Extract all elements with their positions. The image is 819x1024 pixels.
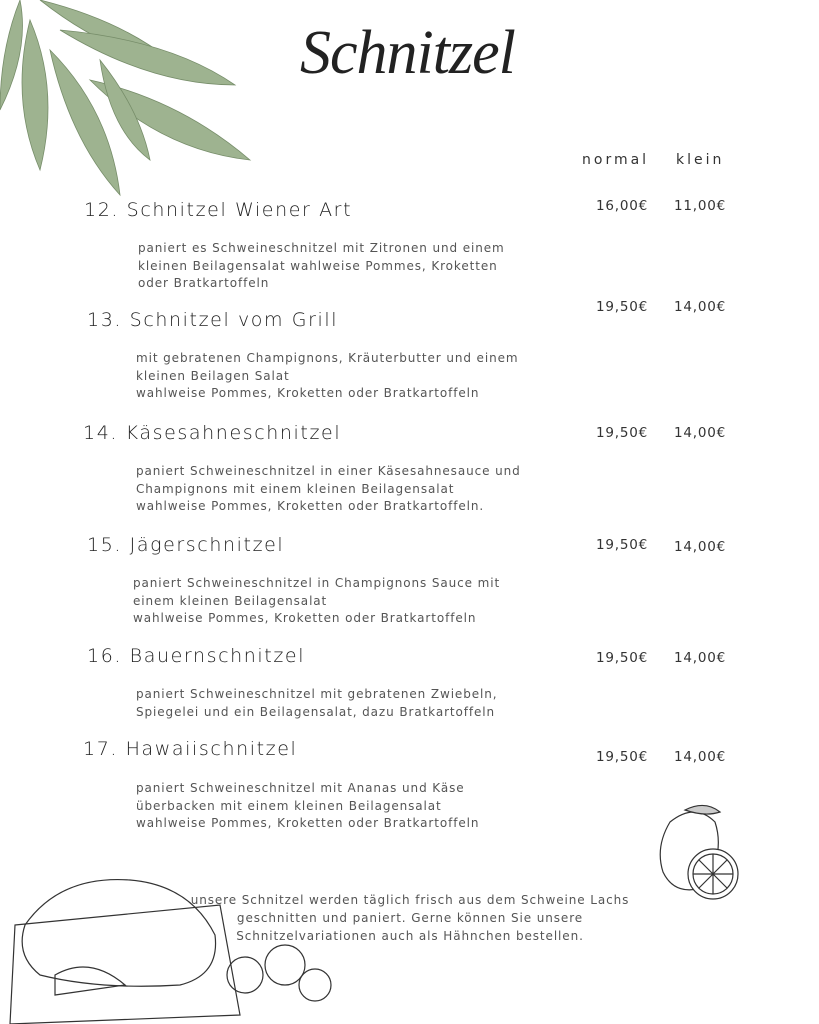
price-small: 14,00€ [673, 650, 726, 666]
price-normal: 19,50€ [595, 749, 648, 765]
description-line: überbacken mit einem kleinen Beilagensalat [136, 798, 442, 813]
price-small: 14,00€ [673, 425, 726, 441]
page-title: Schnitzel [300, 19, 515, 87]
menu-item-title: 17. Hawaiischnitzel [83, 738, 298, 760]
description-line: paniert es Schweineschnitzel mit Zitronen und einem [138, 241, 505, 255]
menu-item-description [136, 350, 518, 403]
description-line: oder Bratkartoffeln [138, 276, 270, 291]
description-line: paniert Schweineschnitzel in Champignons Sauce mit [133, 576, 501, 590]
leaves-decoration-icon [0, 0, 260, 200]
price-small: 14,00€ [673, 299, 726, 315]
price-normal: 19,50€ [595, 299, 648, 315]
description-line: wahlweise Pommes, Kroketten oder Bratkartoffeln [136, 386, 480, 401]
menu-item-description [136, 463, 521, 516]
description-line: wahlweise Pommes, Kroketten oder Bratkartoffeln [136, 816, 480, 831]
description-line: wahlweise Pommes, Kroketten oder Bratkartoffeln [133, 611, 477, 626]
menu-item-description [133, 575, 500, 628]
price-small: 11,00€ [673, 198, 726, 214]
column-header-small: klein [676, 152, 725, 168]
description-line: paniert Schweineschnitzel mit gebratenen Zwiebeln, [136, 687, 498, 701]
menu-item-title: 15. Jägerschnitzel [87, 534, 285, 556]
description-line: kleinen Beilagensalat wahlweise Pommes, Kroketten [138, 258, 498, 273]
description-line: paniert Schweineschnitzel mit Ananas und Käse [136, 781, 465, 795]
lemon-illustration-icon [655, 802, 745, 902]
description-line: kleinen Beilagen Salat [136, 368, 290, 383]
menu-item-description [138, 240, 505, 293]
description-line: paniert Schweineschnitzel in einer Käsesahnesauce und [136, 464, 521, 478]
price-small: 14,00€ [673, 749, 726, 765]
menu-item-title: 12. Schnitzel Wiener Art [84, 199, 353, 221]
price-normal: 19,50€ [595, 425, 648, 441]
price-normal: 19,50€ [595, 650, 648, 666]
menu-item-title: 14. Käsesahneschnitzel [83, 422, 342, 444]
menu-item-description [136, 686, 497, 721]
menu-item-title: 16. Bauernschnitzel [87, 645, 306, 667]
price-normal: 19,50€ [595, 537, 648, 553]
description-line: einem kleinen Beilagensalat [133, 593, 328, 608]
column-header-normal: normal [582, 152, 650, 168]
description-line: wahlweise Pommes, Kroketten oder Bratkartoffeln. [136, 499, 485, 514]
menu-item-description [136, 780, 479, 833]
price-normal: 16,00€ [595, 198, 648, 214]
description-line: Champignons mit einem kleinen Beilagensalat [136, 481, 455, 496]
footer-note: unsere Schnitzel werden täglich frisch aus dem Schweine Lachs geschnitten und paniert. Gerne können Sie unsere Schnitzelvariationen auch als Hähnchen bestellen. [190, 893, 630, 943]
menu-item-title: 13. Schnitzel vom Grill [87, 309, 339, 331]
description-line: mit gebratenen Champignons, Kräuterbutter und einem [136, 351, 519, 365]
schnitzel-illustration-icon [0, 865, 345, 1024]
price-small: 14,00€ [673, 539, 726, 555]
description-line: Spiegelei und ein Beilagensalat, dazu Bratkartoffeln [136, 704, 496, 719]
